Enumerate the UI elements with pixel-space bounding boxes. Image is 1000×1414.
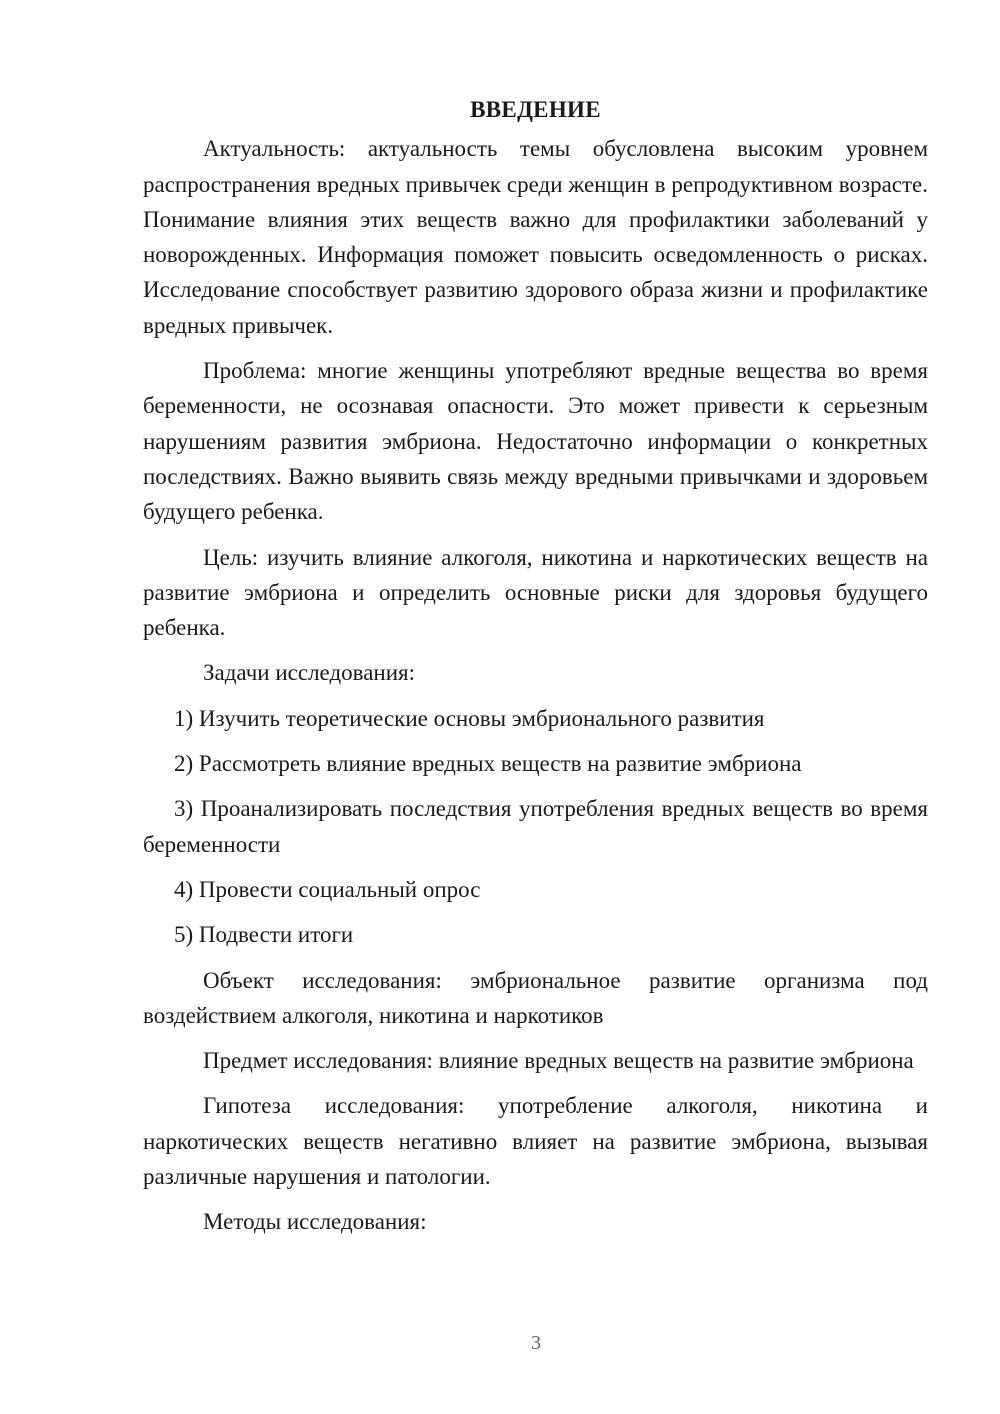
task-item: 2) Рассмотреть влияние вредных веществ на развитие эмбриона bbox=[174, 751, 802, 777]
section-title: ВВЕДЕНИЕ bbox=[470, 97, 601, 122]
problem-paragraph: Проблема: многие женщины употребляют вредные вещества во время беременности, не осознавая опасности. Это может привести к серьезным нарушениям развития эмбриона. Недостаточно информации о конкретных последствиях. Важно выявить связь между вредными привычками и здоровьем будущего ребенка. bbox=[143, 358, 928, 525]
page-number: 3 bbox=[531, 1332, 541, 1354]
methods-heading: Методы исследования: bbox=[203, 1209, 427, 1235]
hypothesis-paragraph: Гипотеза исследования: употребление алкоголя, никотина и наркотических веществ негативно влияет на развитие эмбриона, вызывая различные нарушения и патологии. bbox=[143, 1093, 928, 1190]
task-item: 4) Провести социальный опрос bbox=[174, 876, 481, 902]
task-item: 5) Подвести итоги bbox=[174, 922, 354, 948]
relevance-paragraph: Актуальность: актуальность темы обусловлена высоким уровнем распространения вредных привычек среди женщин в репродуктивном возрасте. Понимание влияния этих веществ важно для профилактики заболеваний у новорожденных. Информация поможет повысить осведомленность о рисках. Исследование способствует развитию здорового образа жизни и профилактике вредных привычек. bbox=[143, 136, 928, 338]
page-content bbox=[143, 92, 928, 1250]
object-paragraph: Объект исследования: эмбриональное развитие организма под воздействием алкоголя, никотина и наркотиков bbox=[143, 967, 928, 1028]
task-item: 1) Изучить теоретические основы эмбрионального развития bbox=[174, 705, 765, 731]
goal-paragraph: Цель: изучить влияние алкоголя, никотина и наркотических веществ на развитие эмбриона и определить основные риски для здоровья будущего ребенка. bbox=[143, 544, 928, 641]
subject-paragraph: Предмет исследования: влияние вредных веществ на развитие эмбриона bbox=[203, 1048, 914, 1074]
tasks-heading: Задачи исследования: bbox=[203, 660, 416, 686]
task-item: 3) Проанализировать последствия употребления вредных веществ во время беременности bbox=[143, 796, 928, 857]
